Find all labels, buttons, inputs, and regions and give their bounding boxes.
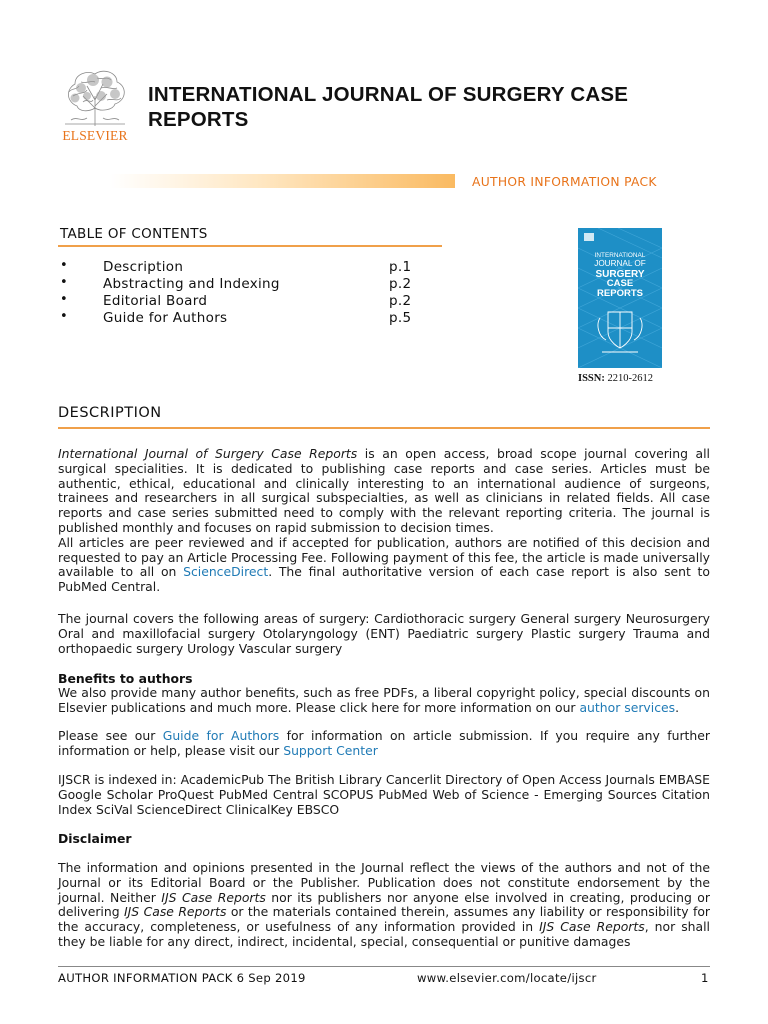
footer-divider xyxy=(58,966,710,967)
toc-divider xyxy=(58,245,442,247)
paragraph-text: or the materials contained therein, assumes any liability or responsibility for the accuracy, completeness, or usefulness of any information provided in xyxy=(58,904,710,935)
description-paragraph-1 xyxy=(58,447,710,595)
toc-item-page: p.2 xyxy=(389,293,412,309)
journal-abbrev-italic: IJS Case Reports xyxy=(539,919,645,935)
toc-item-label: Abstracting and Indexing xyxy=(103,276,280,292)
toc-item-guide-for-authors[interactable] xyxy=(58,310,428,327)
footer-url[interactable]: www.elsevier.com/locate/ijscr xyxy=(417,971,597,985)
disclaimer-heading: Disclaimer xyxy=(58,831,132,846)
paragraph-text: Please see our xyxy=(58,728,163,743)
benefits-heading: Benefits to authors xyxy=(58,671,193,686)
elsevier-tree-icon xyxy=(57,66,133,128)
footer-page-number: 1 xyxy=(701,971,709,985)
journal-abbrev-italic: IJS Case Reports xyxy=(161,889,266,905)
toc-item-abstracting[interactable] xyxy=(58,276,428,293)
toc-item-label: Description xyxy=(103,259,184,275)
journal-abbrev-italic: IJS Case Reports xyxy=(124,904,227,920)
disclaimer-paragraph xyxy=(58,861,710,950)
bullet-icon: • xyxy=(60,258,68,273)
cover-title-line1: INTERNATIONAL xyxy=(594,252,646,259)
toc-item-page: p.5 xyxy=(389,310,412,326)
toc-item-editorial-board[interactable] xyxy=(58,293,428,310)
paragraph-text: for information on article submission. If you require any further information or help, please visit our xyxy=(58,728,710,758)
elsevier-logo xyxy=(57,66,133,146)
bullet-icon: • xyxy=(60,292,68,307)
toc-item-description[interactable] xyxy=(58,259,428,276)
guide-for-authors-link[interactable]: Guide for Authors xyxy=(162,728,280,743)
toc-item-label: Guide for Authors xyxy=(103,310,228,326)
sciencedirect-link[interactable]: ScienceDirect xyxy=(183,564,269,580)
paragraph-text: , nor shall they be liable for any direct, indirect, incidental, special, consequential or punitive damages xyxy=(58,919,710,949)
journal-title-line2: REPORTS xyxy=(148,108,249,131)
toc-heading: TABLE OF CONTENTS xyxy=(60,226,208,242)
support-center-link[interactable]: Support Center xyxy=(283,742,378,758)
cover-title-line4: CASE xyxy=(606,278,634,289)
indexing-paragraph: IJSCR is indexed in: AcademicPub The British Library Cancerlit Directory of Open Access Journals EMBASE Google Scholar ProQuest PubMed Central SCOPUS PubMed Web of Science - Emerging Sources Citation Index SciVal ScienceDirect ClinicalKey EBSCO xyxy=(58,772,710,817)
journal-title xyxy=(148,82,738,132)
bullet-icon: • xyxy=(60,309,68,324)
toc-list xyxy=(58,259,428,327)
journal-title-line1: INTERNATIONAL JOURNAL OF SURGERY CASE xyxy=(148,83,629,106)
surgery-areas-paragraph: The journal covers the following areas of surgery: Cardiothoracic surgery General surgery Neurosurgery Oral and maxillofacial surgery Otolaryngology (ENT) Paediatric surgery Plastic surgery Trauma and orthopaedic surgery Urology Vascular surgery xyxy=(58,611,710,656)
paragraph-text: . xyxy=(675,699,680,715)
paragraph-text: is an open access, broad scope journal covering all surgical specialities. It is dedicated to publishing case reports and case series. Articles must be authentic, ethical, educational and clinically interesting to an international audience of surgeons, trainees and researchers in all surgical subspecialties, as well as clinicians in related fields. All case reports and case series submitted need to comply with the relevant reporting criteria. The journal is published monthly and focuses on rapid submission to decision times. xyxy=(58,446,710,535)
issn-value: 2210-2612 xyxy=(607,373,653,384)
paragraph-text: All articles are peer reviewed and if accepted for publication, authors are notified of this decision and requested to pay an Article Processing Fee. Following payment of this fee, the article is made universally available to all on xyxy=(58,534,710,580)
cover-title-line2: JOURNAL OF xyxy=(594,259,646,268)
cover-title-line5: REPORTS xyxy=(597,288,643,299)
paragraph-text: nor its publishers nor anyone else involved in creating, producing or delivering xyxy=(58,889,710,920)
toc-item-page: p.2 xyxy=(389,276,412,292)
paragraph-text: The information and opinions presented in the Journal reflect the views of the authors and not of the Journal or its Editorial Board or the Publisher. Publication does not constitute endorsement by the journal. Neither xyxy=(58,860,710,905)
benefits-paragraph xyxy=(58,686,710,716)
issn-label: ISSN: xyxy=(578,373,605,384)
author-info-pack-label: AUTHOR INFORMATION PACK xyxy=(472,175,657,189)
journal-name-italic: International Journal of Surgery Case Reports xyxy=(58,446,358,461)
elsevier-mini-logo-icon xyxy=(584,233,594,241)
paragraph-text: . The final authoritative version of each case report is also sent to PubMed Central. xyxy=(58,564,710,595)
bullet-icon: • xyxy=(60,275,68,290)
journal-cover-image xyxy=(578,228,662,368)
issn xyxy=(578,373,653,384)
guide-paragraph xyxy=(58,729,710,759)
toc-item-label: Editorial Board xyxy=(103,293,208,309)
paragraph-text: We also provide many author benefits, such as free PDFs, a liberal copyright policy, special discounts on Elsevier publications and much more. Please click here for more information on our xyxy=(58,685,710,715)
toc-item-page: p.1 xyxy=(389,259,412,275)
publisher-name: ELSEVIER xyxy=(62,128,128,143)
description-divider xyxy=(58,427,710,429)
cover-title-line3: SURGERY xyxy=(595,269,645,280)
description-heading: DESCRIPTION xyxy=(58,405,162,421)
author-services-link[interactable]: author services xyxy=(579,699,676,715)
footer-pack-date: AUTHOR INFORMATION PACK 6 Sep 2019 xyxy=(58,971,306,985)
